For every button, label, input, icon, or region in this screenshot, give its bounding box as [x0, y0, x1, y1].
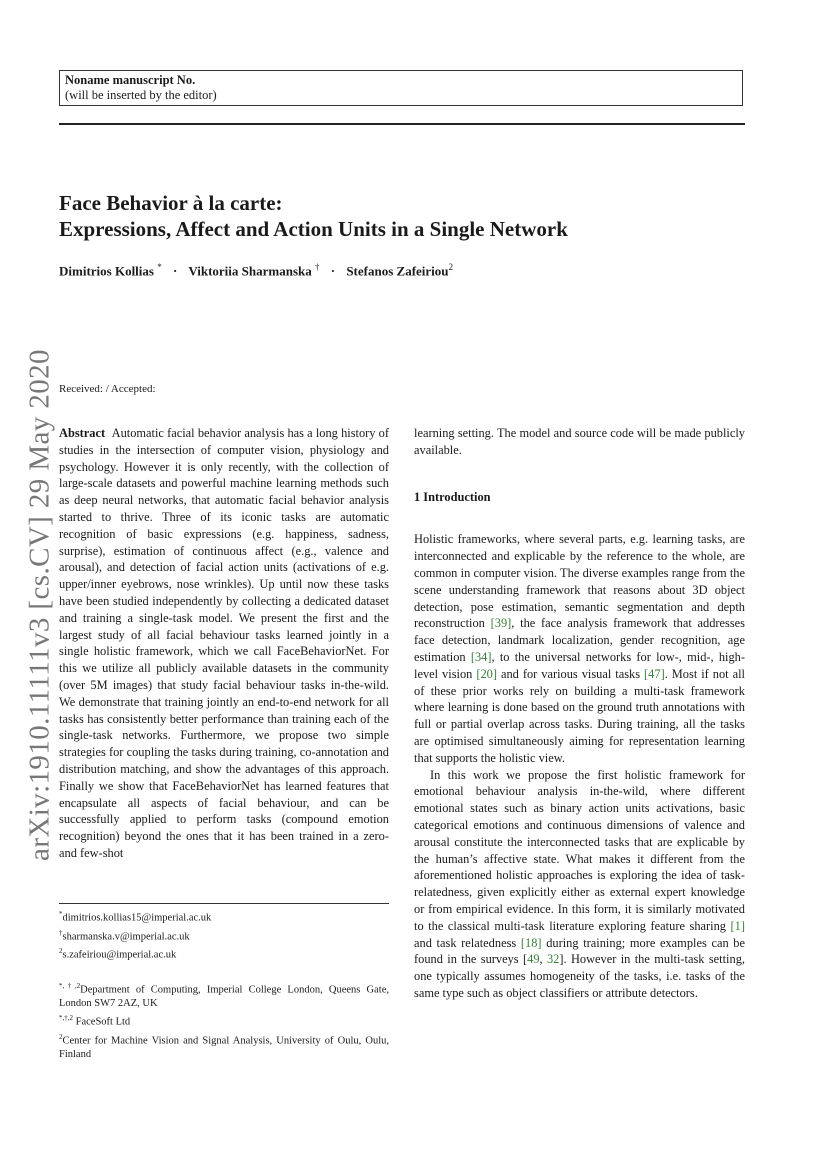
author-name: Dimitrios Kollias [59, 263, 154, 279]
citation-link[interactable]: [1] [730, 918, 745, 933]
footnote-affiliation: $^{*,\dagger,2}$ FaceSoft Ltd [59, 1014, 131, 1028]
author-mark: 2 [448, 262, 454, 272]
abstract-text: Automatic facial behavior analysis has a long history of studies in the intersection of computer vision, physiology and psychology. However it is only recently, with the collection of large-scale datasets and powerful machine learning methods such as deep neural networks, that automatic facial behavior analysis started to thrive. Three of its iconic tasks are automatic recognition of basic expressions (e.g. happiness, sadness, surprise), estimation of continuous affect (e.g., valence and arousal), and detection of facial action units (activations of e.g. upper/inner eyebrows, nose wrinkles). Up until now these tasks have been studied independently by collecting a dedicated dataset and training a single-task model. We present the first and the largest study of all facial behaviour tasks learned jointly in a single holistic framework, which we call FaceBehaviorNet. For this we utilize all publicly available datasets in the community (over 5M images) that study facial behaviour tasks in-the-wild. We demonstrate that training jointly an end-to-end network for all tasks has consistently better performance than training each of the single-task networks. Furthermore, we propose two simple strategies for coupling the tasks during training, co-annotation and distribution matching, and show the advantages of this approach. Finally we show that FaceBehaviorNet has learned features that encapsulate all aspects of facial behaviour, and can be successfully applied to perform tasks (compound emotion recognition) beyond the ones that it has been trained in a zero- and few-shot [59, 426, 389, 860]
footnotes [59, 907, 389, 1062]
citation-link[interactable]: [18] [520, 935, 542, 950]
received-accepted: Received: / Accepted: [59, 383, 156, 395]
citation-link[interactable]: [39] [490, 616, 512, 631]
intro-paragraph-1: Holistic frameworks, where several parts, e.g. learning tasks, are interconnected and explicable by the reference to the whole, are common in computer vision. The diverse examples range from the scene understanding framework that reasons about 3D object detection, pose estimation, semantic segmentation and depth reconstruction [39], the face analysis framework that addresses face detection, landmark localization, gender recognition, age estimation [34], to the universal networks for low-, mid-, high-level vision [20] and for various visual tasks [47]. Most if not all of these prior works rely on building a multi-task framework where learning is done based on the ground truth annotations with full or partial overlap across tasks. During training, all the tasks are optimised simultaneously aiming for representation learning that supports the holistic view. [414, 532, 746, 765]
abstract [59, 425, 389, 862]
author-mark: * [157, 262, 162, 272]
citation-link[interactable]: [47] [644, 666, 665, 681]
footnote-email: *dimitrios.kollias15@imperial.ac.uk [59, 910, 212, 924]
left-column [59, 425, 389, 862]
arxiv-identifier: arXiv:1910.11111v3 [cs.CV] 29 May 2020 [23, 349, 56, 861]
footnote-affiliation: $^{*,\dagger,2}$Department of Computing, Imperial College London, Queens Gate, London SW7 2AZ, UK [59, 981, 389, 1009]
footnote-rule [59, 903, 389, 904]
author-list [59, 262, 759, 279]
manuscript-number: Noname manuscript No. [65, 73, 196, 87]
manuscript-box [59, 70, 743, 106]
title-line-2: Expressions, Affect and Action Units in a Single Network [59, 217, 568, 241]
title-rule [59, 123, 745, 125]
title-line-1: Face Behavior à la carte: [59, 191, 283, 215]
footnote-affiliation: $^2$Center for Machine Vision and Signal Analysis, University of Oulu, Oulu, Finland [59, 1032, 389, 1060]
citation-link[interactable]: [34] [470, 649, 492, 664]
author-name: Viktoriia Sharmanska [188, 263, 312, 279]
citation-link[interactable]: 32 [546, 952, 560, 967]
footnote-email: †sharmanska.v@imperial.ac.uk [59, 928, 190, 942]
author-name: Stefanos Zafeiriou [346, 263, 449, 279]
abstract-continuation: learning setting. The model and source code will be made publicly available. [414, 426, 745, 457]
citation-link[interactable]: 49 [527, 952, 540, 967]
author-separator: · [172, 263, 178, 279]
author-separator: · [330, 263, 336, 279]
abstract-label: Abstract [59, 426, 106, 440]
section-heading-introduction: 1 Introduction [414, 489, 491, 504]
paper-title [59, 190, 759, 242]
footnote-email: $^2$s.zafeiriou@imperial.ac.uk [59, 947, 177, 961]
author-mark: † [314, 262, 320, 272]
editor-note: (will be inserted by the editor) [65, 88, 217, 102]
citation-link[interactable]: [20] [476, 666, 497, 681]
right-column [414, 425, 745, 1002]
intro-paragraph-2: In this work we propose the first holistic framework for emotional behaviour analysis in-the-wild, where different emotional states such as binary action units activations, basic categorical emotions and continuous dimensions of valence and arousal constitute the interconnected tasks that are explicable by the human’s affective state. What makes it different from the aforementioned holistic approaches is exploring the idea of task-relatedness, given explicitly either as external expert knowledge or from empirical evidence. In this form, it is similarly motivated to the classical multi-task literature exploring feature sharing [1] and task relatedness [18] during training; more examples can be found in the surveys [49, 32]. However in the multi-task setting, one typically assumes homogeneity of the tasks, i.e. tasks of the same type such as object classifiers or attribute detectors. [414, 767, 746, 1000]
